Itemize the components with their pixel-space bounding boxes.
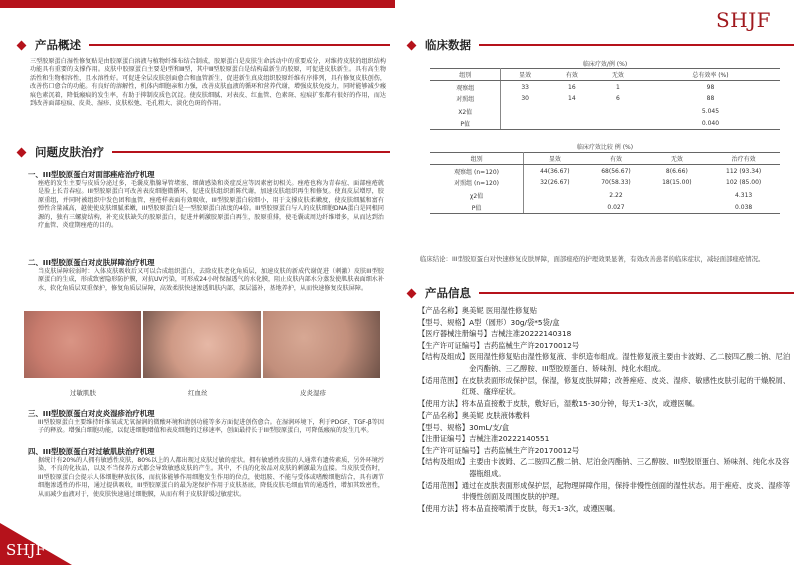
field-value: 将本品直接敷于皮肤，敷好后，湿敷15-30分钟，每天1-3次，或遵医嘱。	[461, 398, 700, 408]
product-field	[418, 410, 794, 422]
table-row	[430, 201, 780, 213]
table-row	[430, 165, 780, 177]
table-header: 总有效率 (%)	[641, 69, 780, 81]
table-cell: 44(36.67)	[540, 167, 570, 175]
table-cell: 88	[706, 95, 715, 103]
table-cell: 102 (85.00)	[726, 179, 762, 187]
field-label: 【生产许可证编号】	[418, 445, 484, 455]
field-value: 主要由卡波姆、乙二胺四乙酸二钠、尼泊金丙酯钠、三乙醇胺、III型胶原蛋白、矫味剂、纯化水及容器瓶组成。	[469, 457, 790, 478]
caption-red-streaks: 红血丝	[188, 389, 208, 397]
issues-heading	[18, 143, 390, 161]
table-cell: 112 (93.34)	[726, 167, 762, 175]
diamond-icon	[407, 40, 417, 50]
table-cell: 32(26.67)	[540, 179, 570, 187]
field-value: A型（圆形）30g/袋*5袋/盒	[469, 317, 560, 327]
acne-subheading: 一、III型胶原蛋白对面部痤疮治疗机理	[28, 170, 155, 179]
field-value: 奥美妮 皮肤液体敷料	[461, 411, 530, 420]
field-label: 【生产许可证编号】	[418, 340, 484, 350]
table-cell: 观察组	[430, 81, 501, 93]
field-label: 【结构及组成】	[418, 457, 470, 467]
product-field	[418, 328, 794, 340]
overview-text: 三型胶原蛋白湿性修复贴是由胶原蛋白溶液与植物纤维布结合制成，胶原蛋白是皮肤生命活动中的重要成分，对维持皮肤的组织结构功能具有重要的支撑作用。皮肤中胶原蛋白主要是Ⅰ型和Ⅲ型，其中Ⅲ型胶原蛋白是结构最新生的胶原，可促进皮肤新生。具有高生物活性和生物相容性，且水溶性好。可促进全层皮肤创面愈合和血管新生，促进新生真皮组织胶原纤维有序排列，具有修复皮肤创伤，改善伤口愈合的功能。有良好的溶解性，机体内细胞亲和力强，改善皮肤血液的循环和营养代谢，增强皮肤免疫力，同时能够减少瘢痕色素沉着，降低瘢痕的发生率，有助于抑制皮质色沉淀。使皮肤细腻、对表皮、红血管、色素斑、痘痕扩张都有很好的作用，而达到改善面部痘痕、皮炎、湿疹、皮肤松弛、毛孔粗大、淡化色斑的作用。	[30, 58, 386, 108]
table-cell: 30	[521, 95, 529, 103]
field-value: 医用湿性修复贴由湿性修复液、非织造布组成。湿性修复液主要由卡波姆、乙二胺四乙酸二钠、尼泊金丙酯钠、三乙醇胺、III型胶原蛋白、矫味剂、纯化水组成。	[469, 352, 791, 373]
table-cell	[501, 105, 549, 117]
caption-dermatitis: 皮炎湿疹	[300, 389, 326, 397]
skin-photos	[24, 311, 380, 378]
field-label: 【使用方法】	[418, 503, 462, 513]
brand-logo-bottom: SHJF	[6, 541, 46, 559]
product-2-info	[418, 410, 794, 514]
section-title: 临床数据	[425, 38, 471, 52]
field-value: 将本品直接喷洒于皮肤，每天1-3次，或遵医嘱。	[461, 503, 620, 513]
clinical-conclusion: 临床结论：III型胶原蛋白对快速修复皮肤屏障，面部痤疮的护理效果显著，有效改善患者的临床症状，减轻面部痤疮情况。	[420, 255, 765, 263]
table-cell: 14	[568, 95, 576, 103]
table-cell	[524, 189, 586, 201]
product-field	[418, 422, 794, 434]
table-cell: 5.045	[701, 107, 720, 115]
allergy-text: 据统计有20%的人拥有敏感性皮肤，80%以上的人都出现过皮肤过敏的症状。拥有敏感性皮肤的人通常有遗传素质，另外环境污染，不良的化妆品，以及不当保养方式都会导致敏感皮肤的产生。其中，不良的化妆品对皮肤的刺激最为直接。当皮肤受伤时，III型胶原蛋白会提示人体细胞释放抗体，而抗体能够作用细胞发生作用的位点，使组胺、不能与受体或嗜酸细胞结合，具有调节细胞渗透性的作用，通过提供吸收，III型胶原蛋白的最为迷保护作用于皮肤基底，降低皮肤毛细血管的通透性，增加其致密性，从而减少血液对于，使皮肤快速通过细胞膜，从而有利于皮肤舒缓过敏症状。	[38, 457, 384, 498]
field-value: 吉械注准20222140318	[490, 329, 572, 339]
field-value: 通过在皮肤表面形成保护层，起物理屏障作用，保持非慢性创面的湿性状态。用于痤疮、皮炎、湿疹等非慢性创面及周围皮肤的护理。	[461, 480, 791, 502]
table-cell: 观察组 (n=120)	[430, 165, 524, 177]
product-field	[418, 480, 794, 503]
allergy-subheading: 四、III型胶原蛋白对过敏肌肤治疗机理	[28, 447, 155, 456]
table-cell: 2.22	[609, 191, 623, 199]
table-cell	[501, 117, 549, 129]
table-row	[430, 81, 780, 93]
table-cell: 1	[615, 83, 620, 91]
product-field	[418, 433, 794, 445]
product-field	[418, 398, 794, 410]
table-header: 有效	[549, 69, 595, 81]
table-header: 有效	[586, 153, 647, 165]
product-field	[418, 317, 794, 329]
table-row	[430, 93, 780, 105]
field-label: 【结构及组成】	[418, 352, 470, 362]
table-cell: 16	[568, 83, 576, 91]
field-value: 吉药监械生产许20170012号	[483, 445, 580, 455]
field-label: 【产品名称】	[418, 306, 462, 315]
product-field	[418, 503, 794, 515]
table-cell	[595, 105, 641, 117]
table-cell: 98	[706, 83, 715, 91]
field-value: 吉药监械生产许20170012号	[483, 340, 580, 350]
table-cell: 0.027	[586, 201, 647, 213]
field-label: 【产品名称】	[418, 411, 462, 420]
photo-red-streaks	[143, 311, 260, 378]
diamond-icon	[17, 40, 27, 50]
product-field	[418, 456, 794, 479]
table-cell	[549, 105, 595, 117]
table2-title: 临床疗效比较 例 (%)	[576, 144, 634, 151]
barrier-subheading: 二、III型胶原蛋白对皮肤屏障治疗机理	[28, 258, 155, 267]
top-accent-bar	[0, 0, 395, 8]
heading-rule	[479, 44, 794, 46]
table-cell	[646, 201, 707, 213]
table-cell: P值	[430, 201, 524, 213]
photo-allergic-skin	[24, 311, 141, 378]
table-cell: 68(56.67)	[601, 167, 631, 175]
field-label: 【医疗器械注册编号】	[418, 329, 491, 339]
clinical-table-1	[430, 68, 780, 130]
field-value: 30mL/支/盒	[469, 422, 510, 432]
table-cell: 70(58.33)	[601, 179, 631, 187]
table-cell: 6	[615, 95, 620, 103]
table-cell: 0.040	[641, 117, 780, 129]
field-label: 【适用范围】	[418, 375, 462, 385]
section-title: 问题皮肤治疗	[35, 145, 104, 159]
table1-title: 临床疗效/例 (%)	[582, 61, 628, 68]
table-cell: 对照组 (n=120)	[430, 177, 524, 189]
product-field	[418, 445, 794, 457]
field-label: 【适用范围】	[418, 480, 462, 490]
table-header: 无效	[595, 69, 641, 81]
table-cell: 8(6.66)	[665, 167, 688, 175]
product-field	[418, 340, 794, 352]
table-cell: 0.038	[707, 201, 780, 213]
diamond-icon	[17, 147, 27, 157]
table-cell	[595, 117, 641, 129]
table-row	[430, 117, 780, 129]
table-row	[430, 105, 780, 117]
product-1-info	[418, 305, 794, 409]
overview-heading	[18, 36, 390, 54]
table-header: 组别	[430, 153, 524, 165]
table-cell: 4.313	[735, 191, 753, 199]
clinical-table-2	[430, 152, 780, 214]
brand-logo-top: SHJF	[716, 8, 772, 32]
product-field	[418, 351, 794, 374]
table-cell: 33	[521, 83, 529, 91]
field-label: 【型号、规格】	[418, 317, 470, 327]
product-field	[418, 375, 794, 398]
table-header: 治疗有效	[707, 153, 780, 165]
field-label: 【注册证编号】	[418, 434, 470, 444]
field-value: 在皮肤表面形成保护层，保湿，修复皮肤屏障；改善痤疮、皮炎、湿疹、敏感性皮肤引起的干燥脱屑、红斑、瘙痒症状。	[461, 375, 791, 397]
product-heading	[408, 284, 794, 302]
field-label: 【使用方法】	[418, 398, 462, 408]
field-value: 奥美妮 医用湿性修复贴	[461, 306, 538, 315]
table-header: 无效	[646, 153, 707, 165]
table-cell: 对照组	[430, 93, 501, 105]
diamond-icon	[407, 288, 417, 298]
clinical-heading	[408, 36, 794, 54]
table-header: 显效	[501, 69, 549, 81]
table-cell	[646, 189, 707, 201]
table-cell: X2值	[430, 105, 501, 117]
dermatitis-text: III型胶原蛋白主要维持纤维氧或无氧湿润的微酸环境和清创功能等多方面促进创伤愈合。在湿润环境下，利于PDGF、TGF-β等因子的释放。增强白细胞功能，以促进细胞增值和表皮细胞的迁移速率，创面最持长于III型胶原蛋白，可降低瘢痕的发生几率。	[38, 419, 384, 435]
field-label: 【型号、规格】	[418, 422, 470, 432]
table-cell	[524, 201, 586, 213]
table-cell: χ2值	[430, 189, 524, 201]
acne-text: 痤疮的发生主要与皮质分泌过多，毛囊皮脂腺导管堵塞、细菌感染和炎症反应等因素密切相关。痤疮也称为青春痘、面部痤疮就是脸上长青春痘。III型胶原蛋白可改善表皮细胞微循环，促进皮肤组织新陈代谢，加速皮肤组织再生和修复。使真皮层增厚，胶原重组，并同时被组织中发色团和血管，痤疮样表面有效吸收，III型胶原蛋白较细小，用于支撑皮肤柔嫩度，使皮肤细腻和富有弹性含量减高，越使使皮肤细腻柔嫩，III型胶原蛋白是一型胶原蛋白浓度的4倍。III型胶原蛋白与人的皮肤细胞DNA蛋白是同根同源的，独有三螺旋结构，补充皮肤缺失的胶原蛋白，促进并刺激胶原蛋白再生，胶原重排，使毛囊或周边纤维增多，从而达到治疗血管、炎症期痤疮的目的。	[38, 180, 384, 230]
field-value: 吉械注准20222140551	[469, 434, 550, 444]
section-title: 产品信息	[425, 286, 471, 300]
table-row	[430, 189, 780, 201]
table-header: 组别	[430, 69, 501, 81]
heading-rule	[479, 292, 794, 294]
heading-rule	[89, 44, 390, 46]
caption-allergic-skin: 过敏肌肤	[70, 389, 96, 397]
table-row	[430, 177, 780, 189]
table-cell: P值	[430, 117, 501, 129]
table-cell: 18(15.00)	[662, 179, 692, 187]
photo-dermatitis	[263, 311, 380, 378]
dermatitis-subheading: 三、III型胶原蛋白对皮炎湿疹治疗机理	[28, 409, 155, 418]
table-cell	[549, 117, 595, 129]
table-header: 显效	[524, 153, 586, 165]
barrier-text: 当皮肤屏障较弱时：入体皮肤吸收后又可以合成组织蛋白，去除皮肤老化角质层，加速皮肤的新成代谢促进（刺激）皮肤III型胶原蛋白的生成，形成致密隐形防护膜，对抗UV污染，可形成24小时保湿透气的水化膜，阻止皮肤内部水分蒸发使肌肤表面细水补水，软化角质层双重保护，修复角质层屏障，高效柔肤快速渗透肌肤内部，深层滋补，基地养护，从而快速修复皮肤屏障。	[38, 268, 384, 292]
product-field	[418, 305, 794, 317]
section-title: 产品概述	[35, 38, 81, 52]
heading-rule	[112, 151, 390, 153]
